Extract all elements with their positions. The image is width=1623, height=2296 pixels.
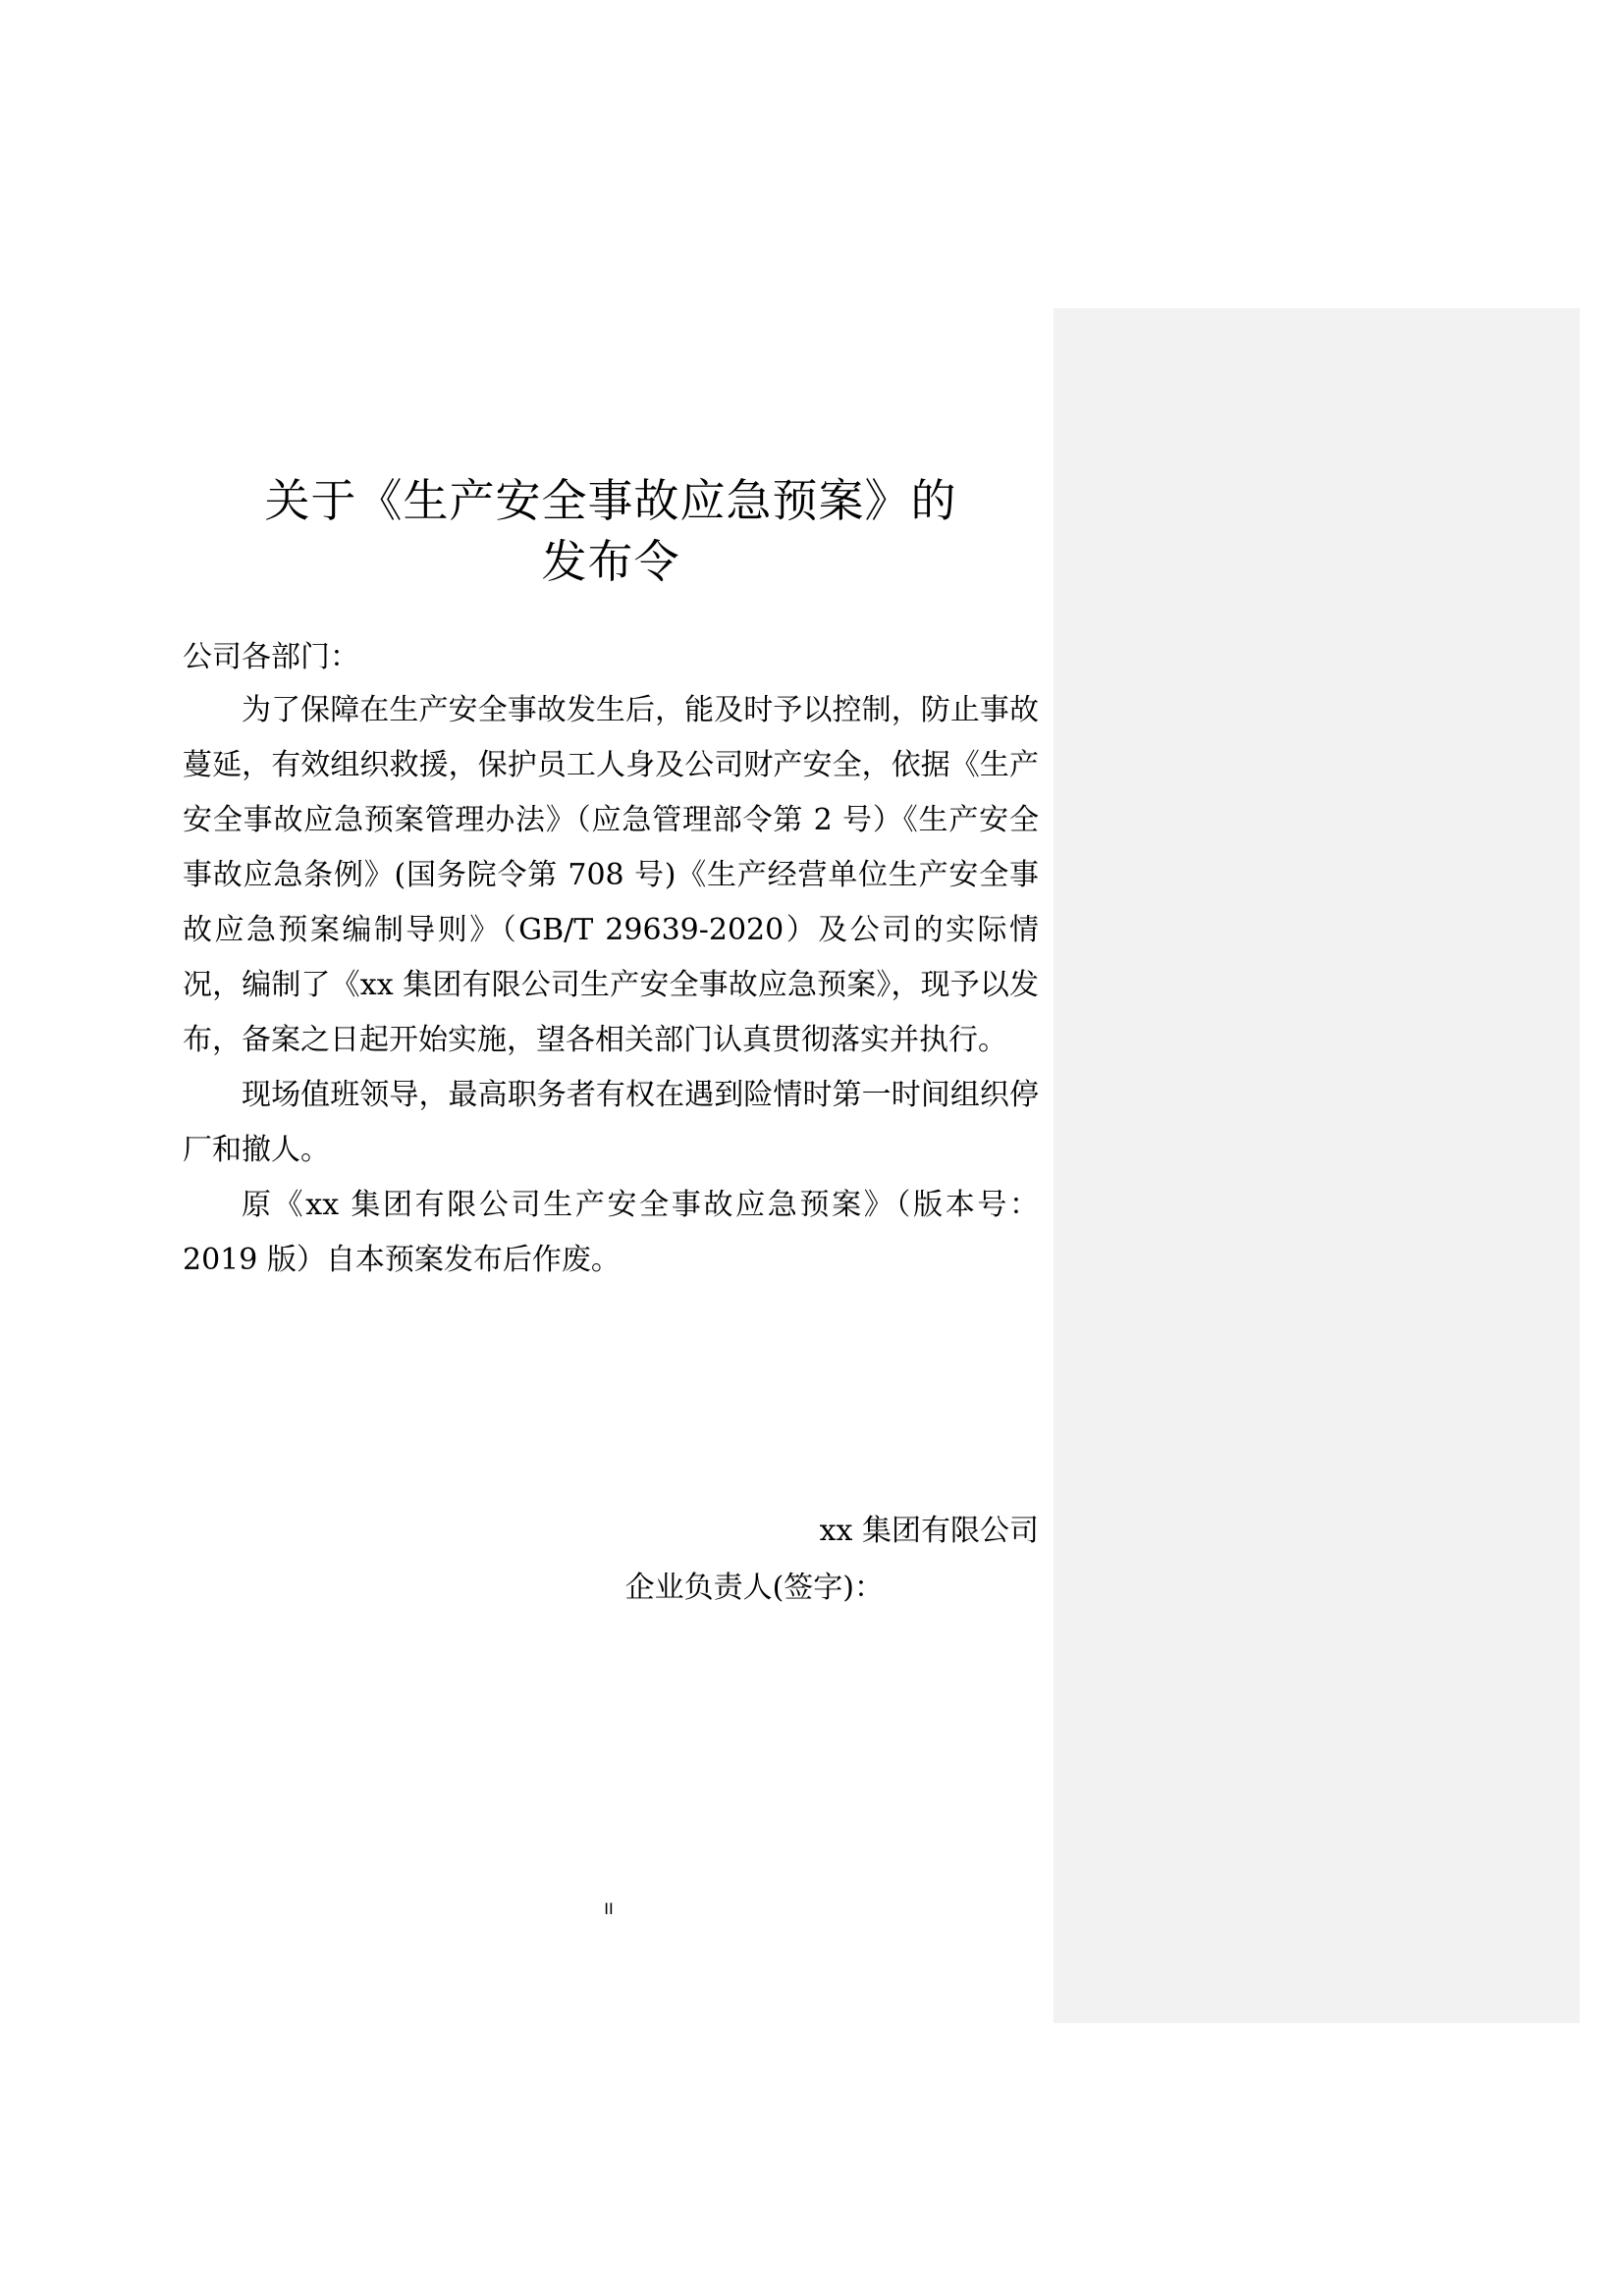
signer-label: 企业负责人(签字)： (624, 1571, 884, 1605)
paragraph-3: 原《xx 集团有限公司生产安全事故应急预案》（版本号：2019 版）自本预案发布后作废。 (183, 1188, 1039, 1277)
paragraph-2: 现场值班领导，最高职务者有权在遇到险情时第一时间组织停厂和撤人。 (183, 1078, 1039, 1167)
comment-pane (1054, 308, 1580, 2023)
title-line-2: 发布令 (541, 535, 680, 588)
salutation: 公司各部门： (183, 640, 359, 674)
title-line-1: 关于《生产安全事故应急预案》的 (264, 474, 957, 527)
company-name: xx 集团有限公司 (819, 1514, 1039, 1548)
page-number: II (604, 1899, 614, 1918)
paragraph-1: 为了保障在生产安全事故发生后，能及时予以控制，防止事故蔓延，有效组织救援，保护员工人身及公司财产安全，依据《生产安全事故应急预案管理办法》（应急管理部令第 2 号）《生产安全事故应急条例》(国务院令第 708 号)《生产经营单位生产安全事故应急预案编制导则》（GB/T 29639-2020）及公司的实际情况，编制了《xx 集团有限公司生产安全事故应急预案》，现予以发布，备案之日起开始实施，望各相关部门认真贯彻落实并执行。 (183, 693, 1039, 1057)
